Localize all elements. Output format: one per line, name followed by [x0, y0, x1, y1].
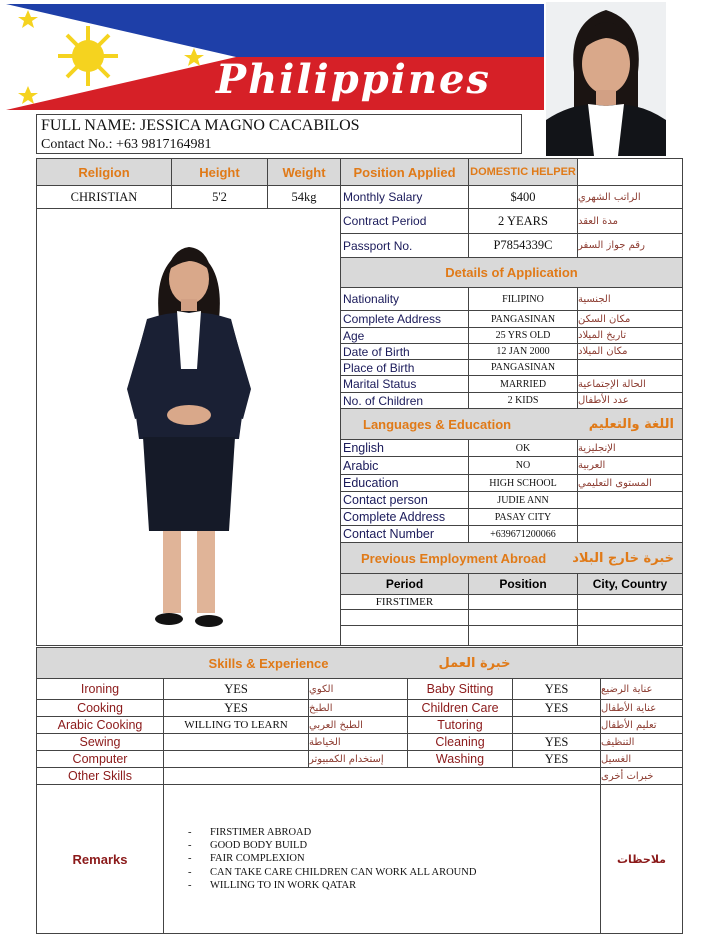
- language-label: Contact Number: [340, 525, 469, 543]
- full-name: FULL NAME: JESSICA MAGNO CACABILOS: [41, 117, 360, 134]
- skill-arabic: الخياطة: [308, 733, 408, 751]
- passport-label: Passport No.: [340, 233, 469, 258]
- language-label: Complete Address: [340, 508, 469, 526]
- language-label: English: [340, 439, 469, 457]
- skill-arabic: الطبخ العربي: [308, 716, 408, 734]
- skill-label: Tutoring: [407, 716, 513, 734]
- skill-value: YES: [512, 733, 601, 751]
- employment-position-cell: [468, 609, 578, 626]
- full-body-photo: [36, 208, 341, 646]
- remark-item: - FAIR COMPLEXION: [188, 852, 476, 865]
- detail-value: PANGASINAN: [468, 310, 578, 328]
- detail-value: MARRIED: [468, 375, 578, 393]
- language-label: Contact person: [340, 491, 469, 509]
- employment-section-title: [340, 542, 683, 574]
- skill-arabic: عناية الرضيع: [600, 678, 683, 700]
- contract-period-label: Contract Period: [340, 208, 469, 234]
- language-value: +639671200066: [468, 525, 578, 543]
- weight-value: 54kg: [267, 185, 341, 209]
- passport-value: P7854339C: [468, 233, 578, 258]
- details-section-title: Details of Application: [340, 257, 683, 288]
- skill-label: Cleaning: [407, 733, 513, 751]
- remark-item: - WILLING TO IN WORK QATAR: [188, 879, 476, 892]
- detail-arabic: تاريخ الميلاد: [577, 327, 683, 344]
- detail-arabic: مكان السكن: [577, 310, 683, 328]
- sun-icon: [58, 26, 118, 86]
- religion-header: Religion: [36, 158, 172, 186]
- height-value: 5'2: [171, 185, 268, 209]
- language-arabic: [577, 508, 683, 526]
- remarks-label: Remarks: [36, 784, 164, 934]
- contract-period-arabic: مدة العقد: [577, 208, 683, 234]
- passport-arabic: رقم جواز السفر: [577, 233, 683, 258]
- skill-label: Cooking: [36, 699, 164, 717]
- name-box: [36, 114, 522, 154]
- employment-period-cell: [340, 609, 469, 626]
- detail-label: Nationality: [340, 287, 469, 311]
- employment-position-header: Position: [468, 573, 578, 595]
- skill-value: YES: [512, 699, 601, 717]
- skill-label: Washing: [407, 750, 513, 768]
- skill-arabic: تعليم الأطفال: [600, 716, 683, 734]
- skill-value: YES: [163, 678, 309, 700]
- detail-label: Age: [340, 327, 469, 344]
- skill-label: Ironing: [36, 678, 164, 700]
- other-skills-arabic: خبرات أخرى: [600, 767, 683, 785]
- detail-value: FILIPINO: [468, 287, 578, 311]
- detail-arabic: عدد الأطفال: [577, 392, 683, 409]
- position-value: DOMESTIC HELPER: [468, 158, 578, 186]
- position-applied-header: Position Applied: [340, 158, 469, 186]
- remark-item: - CAN TAKE CARE CHILDREN CAN WORK ALL AROUND: [188, 866, 476, 879]
- contract-period-value: 2 YEARS: [468, 208, 578, 234]
- skill-arabic: إستخدام الكمبيوتر: [308, 750, 408, 768]
- other-skills-value: [163, 767, 601, 785]
- remarks-arabic: ملاحظات: [600, 784, 683, 934]
- profile-photo: [546, 2, 666, 156]
- skill-value: YES: [163, 699, 309, 717]
- language-value: NO: [468, 456, 578, 475]
- detail-arabic: الجنسية: [577, 287, 683, 311]
- skill-label: Arabic Cooking: [36, 716, 164, 734]
- flag-title: Philippines: [216, 56, 491, 103]
- skill-label: Sewing: [36, 733, 164, 751]
- empty-cell: [577, 158, 683, 186]
- employment-period-header: Period: [340, 573, 469, 595]
- skill-arabic: الطبخ: [308, 699, 408, 717]
- skill-label: Children Care: [407, 699, 513, 717]
- language-arabic: العربية: [577, 456, 683, 475]
- skill-arabic: الكوي: [308, 678, 408, 700]
- skill-arabic: الغسيل: [600, 750, 683, 768]
- skills-title-text: Skills & Experience: [208, 655, 329, 671]
- remark-item: - FIRSTIMER ABROAD: [188, 826, 476, 839]
- detail-arabic: [577, 359, 683, 376]
- language-value: PASAY CITY: [468, 508, 578, 526]
- skills-section-title: [36, 647, 683, 679]
- employment-city-header: City, Country: [577, 573, 683, 595]
- employment-period-cell: [340, 625, 469, 646]
- skill-arabic: التنظيف: [600, 733, 683, 751]
- weight-header: Weight: [267, 158, 341, 186]
- detail-value: PANGASINAN: [468, 359, 578, 376]
- languages-title-text: Languages & Education: [363, 416, 512, 432]
- religion-value: CHRISTIAN: [36, 185, 172, 209]
- employment-position-cell: [468, 594, 578, 610]
- skill-value: [163, 750, 309, 768]
- skill-label: Computer: [36, 750, 164, 768]
- other-skills-label: Other Skills: [36, 767, 164, 785]
- detail-arabic: مكان الميلاد: [577, 343, 683, 360]
- skill-value: YES: [512, 750, 601, 768]
- detail-label: Marital Status: [340, 375, 469, 393]
- height-header: Height: [171, 158, 268, 186]
- remarks-list: [188, 826, 476, 892]
- skill-label: Baby Sitting: [407, 678, 513, 700]
- remark-item: - GOOD BODY BUILD: [188, 839, 476, 852]
- detail-arabic: الحالة الإجتماعية: [577, 375, 683, 393]
- detail-value: 2 KIDS: [468, 392, 578, 409]
- monthly-salary-value: $400: [468, 185, 578, 209]
- skill-value: WILLING TO LEARN: [163, 716, 309, 734]
- employment-city-cell: [577, 625, 683, 646]
- detail-value: 12 JAN 2000: [468, 343, 578, 360]
- skill-value: [512, 716, 601, 734]
- languages-title-arabic: اللغة والتعليم: [588, 416, 674, 432]
- employment-city-cell: [577, 609, 683, 626]
- language-value: OK: [468, 439, 578, 457]
- contact-number: Contact No.: +63 9817164981: [41, 137, 212, 152]
- monthly-salary-arabic: الراتب الشهري: [577, 185, 683, 209]
- language-label: Education: [340, 474, 469, 492]
- language-arabic: المستوى التعليمي: [577, 474, 683, 492]
- employment-title-text: Previous Employment Abroad: [361, 550, 547, 566]
- language-arabic: [577, 491, 683, 509]
- language-value: JUDIE ANN: [468, 491, 578, 509]
- detail-label: Complete Address: [340, 310, 469, 328]
- philippine-flag: [6, 4, 544, 110]
- monthly-salary-label: Monthly Salary: [340, 185, 469, 209]
- language-arabic: الإنجليزية: [577, 439, 683, 457]
- skill-value: [163, 733, 309, 751]
- detail-value: 25 YRS OLD: [468, 327, 578, 344]
- skill-value: YES: [512, 678, 601, 700]
- skill-arabic: عناية الأطفال: [600, 699, 683, 717]
- detail-label: No. of Children: [340, 392, 469, 409]
- detail-label: Date of Birth: [340, 343, 469, 360]
- languages-section-title: [340, 408, 683, 440]
- language-label: Arabic: [340, 456, 469, 475]
- detail-label: Place of Birth: [340, 359, 469, 376]
- employment-period-cell: FIRSTIMER: [340, 594, 469, 610]
- employment-city-cell: [577, 594, 683, 610]
- skills-title-arabic: خبرة العمل: [438, 655, 511, 671]
- employment-position-cell: [468, 625, 578, 646]
- language-arabic: [577, 525, 683, 543]
- language-value: HIGH SCHOOL: [468, 474, 578, 492]
- employment-title-arabic: خبرة خارج البلاد: [572, 550, 674, 566]
